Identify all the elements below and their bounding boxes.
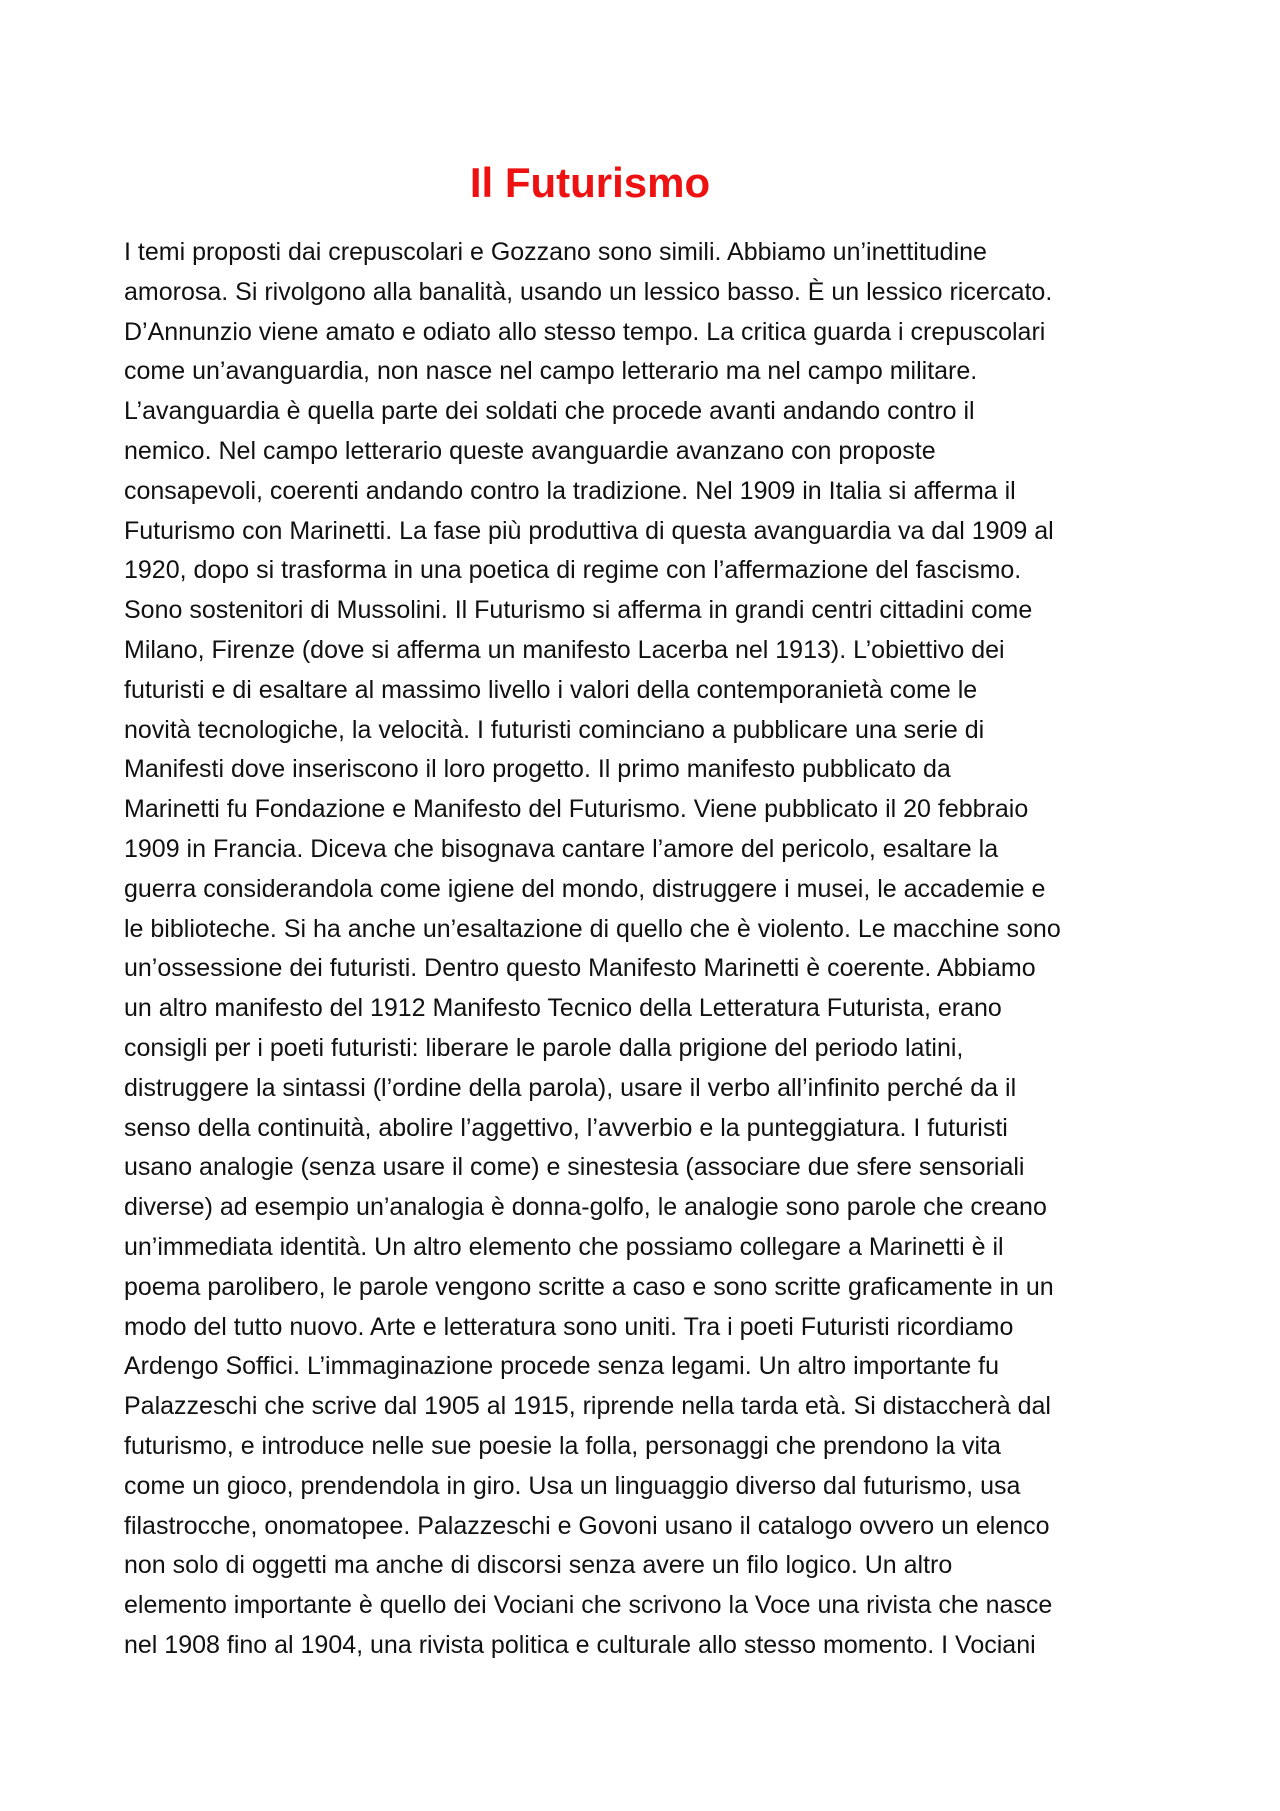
body-line: non solo di oggetti ma anche di discorsi senza avere un filo logico. Un altro [124, 1551, 953, 1580]
body-line: filastrocche, onomatopee. Palazzeschi e Govoni usano il catalogo ovvero un elenco [124, 1511, 1050, 1540]
body-line: D’Annunzio viene amato e odiato allo stesso tempo. La critica guarda i crepuscolari [124, 317, 1046, 346]
body-line: I temi proposti dai crepuscolari e Gozzano sono simili. Abbiamo un’inettitudine [124, 238, 987, 266]
body-line: 1920, dopo si trasforma in una poetica di regime con l’affermazione del fascismo. [124, 556, 1022, 585]
body-line: un’immediata identità. Un altro elemento che possiamo collegare a Marinetti è il [124, 1232, 1004, 1261]
body-line: usano analogie (senza usare il come) e sinestesia (associare due sfere sensoriali [124, 1153, 1025, 1182]
body-line: Palazzeschi che scrive dal 1905 al 1915, riprende nella tarda età. Si distaccherà dal [124, 1392, 1051, 1421]
body-line: come un gioco, prendendola in giro. Usa un linguaggio diverso dal futurismo, usa [124, 1471, 1021, 1500]
body-line: Milano, Firenze (dove si afferma un manifesto Lacerba nel 1913). L’obiettivo dei [124, 635, 1005, 664]
body-line: Futurismo con Marinetti. La fase più produttiva di questa avanguardia va dal 1909 al [124, 516, 1054, 545]
body-line: nel 1908 fino al 1904, una rivista politica e culturale allo stesso momento. I Vociani [124, 1630, 1036, 1659]
body-line: Sono sostenitori di Mussolini. Il Futurismo si afferma in grandi centri cittadini come [124, 596, 1033, 625]
body-line: poema parolibero, le parole vengono scritte a caso e sono scritte graficamente in un [124, 1272, 1054, 1301]
body-line: distruggere la sintassi (l’ordine della parola), usare il verbo all’infinito perché da il [124, 1073, 1017, 1102]
document-body [124, 233, 1184, 1666]
body-line: diverse) ad esempio un’analogia è donna-golfo, le analogie sono parole che creano [124, 1193, 1047, 1222]
body-line: un altro manifesto del 1912 Manifesto Tecnico della Letteratura Futurista, erano [124, 994, 1002, 1023]
body-line: 1909 in Francia. Diceva che bisognava cantare l’amore del pericolo, esaltare la [124, 834, 999, 863]
document-title: Il Futurismo [469, 159, 711, 206]
body-line: consapevoli, coerenti andando contro la tradizione. Nel 1909 in Italia si afferma il [124, 476, 1016, 505]
body-line: consigli per i poeti futuristi: liberare le parole dalla prigione del periodo latini, [124, 1033, 964, 1062]
body-line: Marinetti fu Fondazione e Manifesto del Futurismo. Viene pubblicato il 20 febbraio [124, 795, 1029, 824]
body-line: un’ossessione dei futuristi. Dentro questo Manifesto Marinetti è coerente. Abbiamo [124, 954, 1036, 983]
body-line: futurismo, e introduce nelle sue poesie la folla, personaggi che prendono la vita [124, 1431, 1001, 1460]
body-line: futuristi e di esaltare al massimo livello i valori della contemporanietà come le [124, 675, 978, 704]
body-line: Manifesti dove inseriscono il loro progetto. Il primo manifesto pubblicato da [124, 755, 951, 784]
body-line: novità tecnologiche, la velocità. I futuristi cominciano a pubblicare una serie di [124, 715, 985, 744]
body-line: come un’avanguardia, non nasce nel campo letterario ma nel campo militare. [124, 357, 978, 386]
body-line: senso della continuità, abolire l’aggettivo, l’avverbio e la punteggiatura. I futuristi [124, 1113, 1008, 1142]
body-line: amorosa. Si rivolgono alla banalità, usando un lessico basso. È un lessico ricercato. [124, 277, 1053, 306]
body-line: Ardengo Soffici. L’immaginazione procede senza legami. Un altro importante fu [124, 1352, 1000, 1381]
body-line: nemico. Nel campo letterario queste avanguardie avanzano con proposte [124, 436, 936, 465]
body-line: L’avanguardia è quella parte dei soldati che procede avanti andando contro il [124, 397, 975, 426]
body-line: elemento importante è quello dei Vociani che scrivono la Voce una rivista che nasce [124, 1591, 1053, 1620]
body-line: le biblioteche. Si ha anche un’esaltazione di quello che è violento. Le macchine sono [124, 914, 1061, 943]
body-line: guerra considerandola come igiene del mondo, distruggere i musei, le accademie e [124, 874, 1046, 903]
body-line: modo del tutto nuovo. Arte e letteratura sono uniti. Tra i poeti Futuristi ricordiamo [124, 1312, 1014, 1341]
